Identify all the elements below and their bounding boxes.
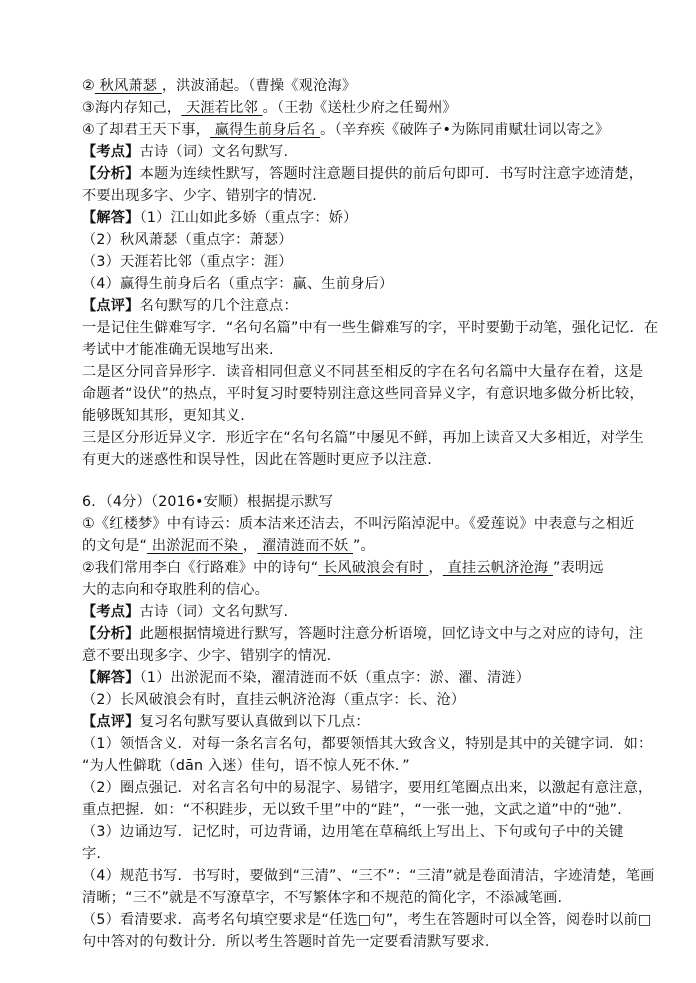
line-text: ， [428, 560, 443, 576]
paragraph-line: 能够既知其形，更知其义. [82, 408, 245, 424]
jieda-text: （1）江山如此多娇（重点字：娇） [139, 210, 358, 226]
fenxi-tag: 【分析】 [82, 166, 140, 182]
paragraph-line: 有更大的迷惑性和误导性，因此在答题时更应予以注意. [82, 452, 433, 468]
recite-line-3 [82, 98, 457, 118]
q6-item-2 [82, 558, 604, 578]
kaodian-line [82, 142, 288, 162]
paragraph-line: 重点把握．如：“不积跬步，无以致千里”中的“跬”，“一张一弛，文武之道”中的“弛”. [82, 802, 622, 818]
paragraph-line: 一是记住生僻难写字．“名句名篇”中有一些生僻难写的字，平时要勤于动笔，强化记忆．在 [82, 320, 659, 336]
line-text: 。（王勃《送杜少府之任蜀州》 [262, 100, 457, 116]
line-text: 的文句是“ [82, 538, 148, 554]
answer-blank: 出淤泥而不染 [147, 538, 243, 554]
paragraph-line: 句中答对的句数计分．所以考生答题时首先一定要看清默写要求. [82, 934, 490, 950]
paragraph-line: 考试中才能准确无误地写出来. [82, 342, 274, 358]
kaodian-line [82, 602, 288, 622]
jieda-tag: 【解答】 [82, 210, 140, 226]
line-text: ④了却君王天下事， [82, 122, 211, 138]
dianping-line [82, 296, 298, 316]
dianping-tag: 【点评】 [82, 714, 140, 730]
fenxi-text: 本题为连续性默写，答题时注意题目提供的前后句即可．书写时注意字迹清楚， [139, 166, 644, 182]
q6-item-2-cont: 大的志向和夺取胜利的信心。 [82, 582, 270, 598]
jieda-line [82, 208, 358, 228]
kaodian-text: 古诗（词）文名句默写. [139, 144, 289, 160]
paragraph-line: （4）规范书写．书写时，要做到“三清”、“三不”：“三清”就是卷面清洁，字迹清楚，笔画 [82, 868, 655, 884]
recite-line-2 [82, 76, 356, 96]
dianping-text: 复习名句默写要认真做到以下几点： [139, 714, 370, 730]
item-number: ② [82, 78, 95, 94]
paragraph-line: （2）圈点强记．对名言名句中的易混字、易错字，要用红笔圈点出来，以激起有意注意， [82, 780, 653, 796]
recite-line-4 [82, 120, 609, 140]
line-text: ，洪波涌起。（曹操《观沧海》 [161, 78, 357, 94]
jieda-tag: 【解答】 [82, 670, 140, 686]
paragraph-line: 命题者“设伏”的热点，平时复习时要特别注意这些同音异义字，有意识地多做分析比较， [82, 386, 644, 402]
dianping-line [82, 712, 370, 732]
fenxi-tag: 【分析】 [82, 626, 140, 642]
paragraph-line: 二是区分同音异形字．读音相同但意义不同甚至相反的字在名句名篇中大量存在着，这是 [82, 364, 644, 380]
kaodian-text: 古诗（词）文名句默写. [139, 604, 289, 620]
q6-item-1-answer [82, 536, 375, 556]
answer-blank: 秋风萧瑟 [94, 78, 162, 94]
fenxi-line-2: 意不要出现多字、少字、错别字的情况. [82, 648, 332, 664]
answer-blank: 赢得生前身后名 [210, 122, 321, 138]
paragraph-line: 字. [82, 846, 102, 862]
line-text: ”。 [353, 538, 375, 554]
kaodian-tag: 【考点】 [82, 144, 140, 160]
answer-blank: 直挂云帆济沧海 [442, 560, 553, 576]
line-text: 。（辛弃疾《破阵子•为陈同甫赋壮词以寄之》 [320, 122, 610, 138]
line-text: ”表明远 [552, 560, 604, 576]
fenxi-text: 此题根据情境进行默写，答题时注意分析语境，回忆诗文中与之对应的诗句，注 [139, 626, 644, 642]
fenxi-line [82, 164, 643, 184]
line-text: ③海内存知己， [82, 100, 182, 116]
jieda-line [82, 668, 530, 688]
line-text: ， [242, 538, 258, 554]
paragraph-line: （5）看清要求．高考名句填空要求是“任选□句”，考生在答题时可以全答，阅卷时以前□ [82, 912, 652, 928]
paragraph-line: 清晰；“三不”就是不写潦草字，不写繁体字和不规范的简化字，不添减笔画. [82, 890, 563, 906]
fenxi-line [82, 624, 643, 644]
question-6-heading: 6．（4分）（2016•安顺）根据提示默写 [82, 494, 334, 510]
paragraph-line: “为人性僻耽（dān 入迷）佳句，语不惊人死不休．” [82, 758, 410, 774]
jieda-line-3: （3）天涯若比邻（重点字：涯） [82, 254, 293, 270]
paragraph-line: （1）领悟含义．对每一条名言名句，都要领悟其大致含义，特别是其中的关键字词．如： [82, 736, 653, 752]
kaodian-tag: 【考点】 [82, 604, 140, 620]
jieda-line-4: （4）赢得生前身后名（重点字：赢、生前身后） [82, 276, 394, 292]
answer-blank: 长风破浪会有时 [318, 560, 429, 576]
fenxi-line-2: 不要出现多字、少字、错别字的情况. [82, 188, 317, 204]
line-text: ②我们常用李白《行路难》中的诗句“ [82, 560, 319, 576]
jieda-text: （1）出淤泥而不染，濯清涟而不妖（重点字：淤、濯、清涟） [139, 670, 531, 686]
q6-item-1: ①《红楼梦》中有诗云：质本洁来还洁去，不叫污陷淖泥中。《爱莲说》中表意与之相近 [82, 516, 635, 532]
paragraph-line: （3）边诵边写．记忆时，可边背诵，边用笔在草稿纸上写出上、下句或句子中的关键 [82, 824, 624, 840]
dianping-text: 名句默写的几个注意点： [139, 298, 298, 314]
jieda-line-2: （2）长风破浪会有时，直挂云帆济沧海（重点字：长、沧） [82, 692, 466, 708]
dianping-tag: 【点评】 [82, 298, 140, 314]
answer-blank: 天涯若比邻 [181, 100, 263, 116]
answer-blank: 濯清涟而不妖 [257, 538, 353, 554]
jieda-line-2: （2）秋风萧瑟（重点字：萧瑟） [82, 232, 293, 248]
paragraph-line: 三是区分形近异义字．形近字在“名句名篇”中屡见不鲜，再加上读音又大多相近，对学生 [82, 430, 644, 446]
